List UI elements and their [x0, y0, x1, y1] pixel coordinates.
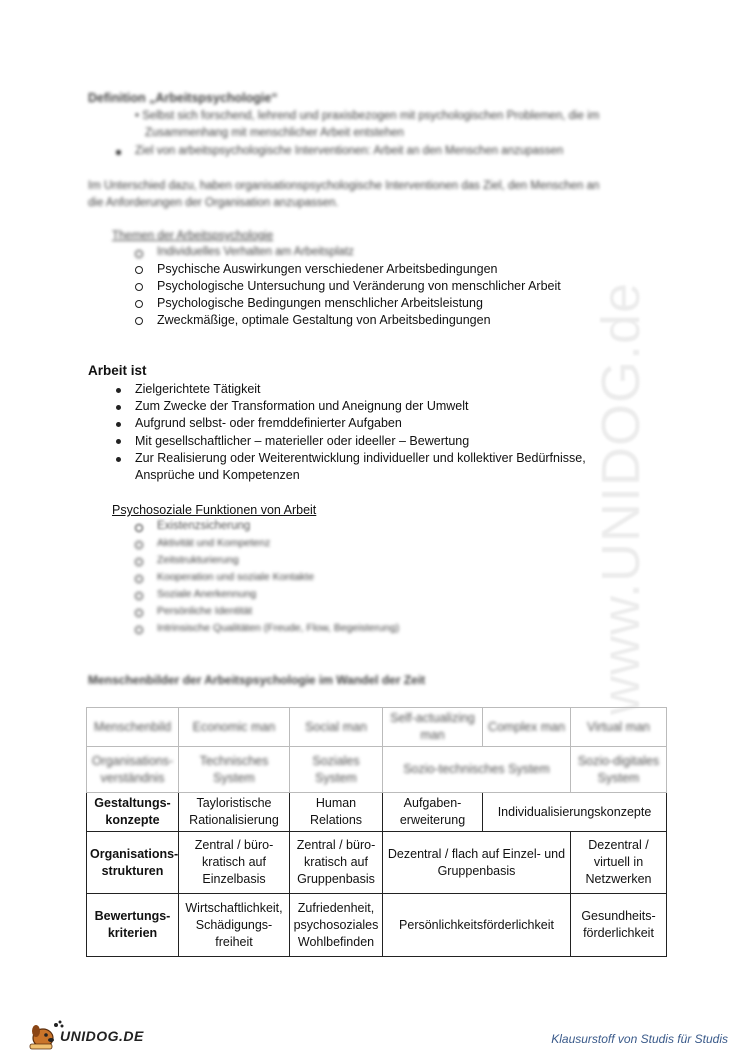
table-cell: Tayloristische Rationalisierung — [179, 793, 290, 832]
table-cell: Virtual man — [571, 708, 667, 747]
table-cell: Human Relations — [290, 793, 383, 832]
table-row-header: Bewertungs-kriterien — [87, 894, 179, 957]
funktionen-item-0: Existenzsicherung — [157, 520, 251, 532]
funktionen-item-1: Aktivität und Kompetenz — [157, 537, 271, 549]
table-cell: Gesundheits-förderlichkeit — [571, 894, 667, 957]
bullet — [135, 317, 143, 325]
definition-paragraph-2: die Anforderungen der Organisation anzupassen. — [88, 197, 339, 209]
table-cell: Persönlichkeitsförderlichkeit — [383, 894, 571, 957]
table-cell: Zufriedenheit, psychosoziales Wohlbefinden — [290, 894, 383, 957]
bullet — [135, 558, 143, 566]
bullet — [116, 422, 121, 427]
table-cell: Organisations-verständnis — [87, 747, 179, 793]
bullet — [135, 609, 143, 617]
table-cell: Technisches System — [179, 747, 290, 793]
table-cell: Zentral / büro-kratisch auf Gruppenbasis — [290, 832, 383, 894]
arbeit-item-4: Zur Realisierung oder Weiterentwicklung individueller und kollektiver Bedürfnisse, — [135, 451, 586, 465]
arbeit-item-2: Aufgrund selbst- oder fremddefinierter Aufgaben — [135, 416, 402, 430]
table-cell: Aufgaben-erweiterung — [383, 793, 483, 832]
definition-title: Definition „Arbeitspsychologie“ — [88, 91, 278, 105]
table-cell: Dezentral / virtuell in Netzwerken — [571, 832, 667, 894]
table-row-bewertungskriterien — [87, 894, 667, 957]
logo-text: UNIDOG.DE — [60, 1028, 144, 1044]
table-cell: Self-actualizing man — [383, 708, 483, 747]
bullet — [135, 300, 143, 308]
bullet — [135, 626, 143, 634]
table-cell: Soziales System — [290, 747, 383, 793]
table-cell: Economic man — [179, 708, 290, 747]
arbeit-item-3: Mit gesellschaftlicher – materieller oder ideeller – Bewertung — [135, 434, 470, 448]
definition-line-1: • Selbst sich forschend, lehrend und praxisbezogen mit psychologischen Problemen, die im — [135, 110, 600, 122]
themen-title: Themen der Arbeitspsychologie — [112, 230, 274, 242]
bullet — [116, 388, 121, 393]
funktionen-title: Psychosoziale Funktionen von Arbeit — [112, 503, 317, 517]
table-cell: Complex man — [483, 708, 571, 747]
table-cell: Sozio-digitales System — [571, 747, 667, 793]
themen-item-3: Psychologische Bedingungen menschlicher Arbeitsleistung — [157, 296, 483, 310]
bullet — [116, 439, 121, 444]
bullet — [116, 150, 121, 155]
funktionen-item-4: Soziale Anerkennung — [157, 588, 257, 600]
definition-paragraph-1: Im Unterschied dazu, haben organisationspsychologische Interventionen das Ziel, den Menschen an — [88, 180, 600, 192]
watermark: www.UNIDOG.de — [591, 281, 651, 715]
menschenbilder-title: Menschenbilder der Arbeitspsychologie im Wandel der Zeit — [88, 673, 426, 687]
bullet — [135, 283, 143, 291]
bullet — [116, 457, 121, 462]
funktionen-item-2: Zeitstrukturierung — [157, 554, 239, 566]
table-header-row — [87, 708, 667, 747]
arbeit-item-4-cont: Ansprüche und Kompetenzen — [135, 468, 300, 482]
table-row-organisationsstrukturen — [87, 832, 667, 894]
arbeit-title: Arbeit ist — [88, 363, 147, 378]
table-cell: Social man — [290, 708, 383, 747]
table-row-header: Gestaltungs-konzepte — [87, 793, 179, 832]
funktionen-item-5: Persönliche Identität — [157, 605, 253, 617]
themen-item-4: Zweckmäßige, optimale Gestaltung von Arbeitsbedingungen — [157, 313, 491, 327]
table-row-organisationsverstaendnis — [87, 747, 667, 793]
themen-item-1: Psychische Auswirkungen verschiedener Arbeitsbedingungen — [157, 262, 498, 276]
bullet — [116, 405, 121, 410]
table-cell: Dezentral / flach auf Einzel- und Gruppenbasis — [383, 832, 571, 894]
funktionen-item-3: Kooperation und soziale Kontakte — [157, 571, 315, 583]
dog-ear-icon — [32, 1025, 40, 1037]
arbeit-item-1: Zum Zwecke der Transformation und Aneignung der Umwelt — [135, 399, 469, 413]
table-cell: Menschenbild — [87, 708, 179, 747]
themen-item-2: Psychologische Untersuchung und Veränderung von menschlicher Arbeit — [157, 279, 561, 293]
table-cell: Zentral / büro-kratisch auf Einzelbasis — [179, 832, 290, 894]
bullet — [135, 250, 143, 258]
funktionen-item-6: Intrinsische Qualitäten (Freude, Flow, Begeisterung) — [157, 622, 400, 634]
footer-slogan: Klausurstoff von Studis für Studis — [551, 1032, 728, 1046]
themen-item-0: Individuelles Verhalten am Arbeitsplatz — [157, 246, 354, 258]
bullet — [135, 524, 143, 532]
definition-line-2: Zusammenhang mit menschlicher Arbeit entstehen — [145, 127, 404, 139]
bullet — [135, 592, 143, 600]
bullet — [135, 541, 143, 549]
table-cell: Individualisierungskonzepte — [483, 793, 667, 832]
table-cell: Wirtschaftlichkeit, Schädigungs-freiheit — [179, 894, 290, 957]
table-row-gestaltungskonzepte — [87, 793, 667, 832]
menschenbilder-table — [86, 707, 667, 957]
definition-line-3: Ziel von arbeitspsychologische Interventionen: Arbeit an den Menschen anzupassen — [135, 145, 564, 157]
bullet — [135, 575, 143, 583]
table-cell: Sozio-technisches System — [383, 747, 571, 793]
bullet — [135, 266, 143, 274]
arbeit-item-0: Zielgerichtete Tätigkeit — [135, 382, 261, 396]
table-row-header: Organisations-strukturen — [87, 832, 179, 894]
